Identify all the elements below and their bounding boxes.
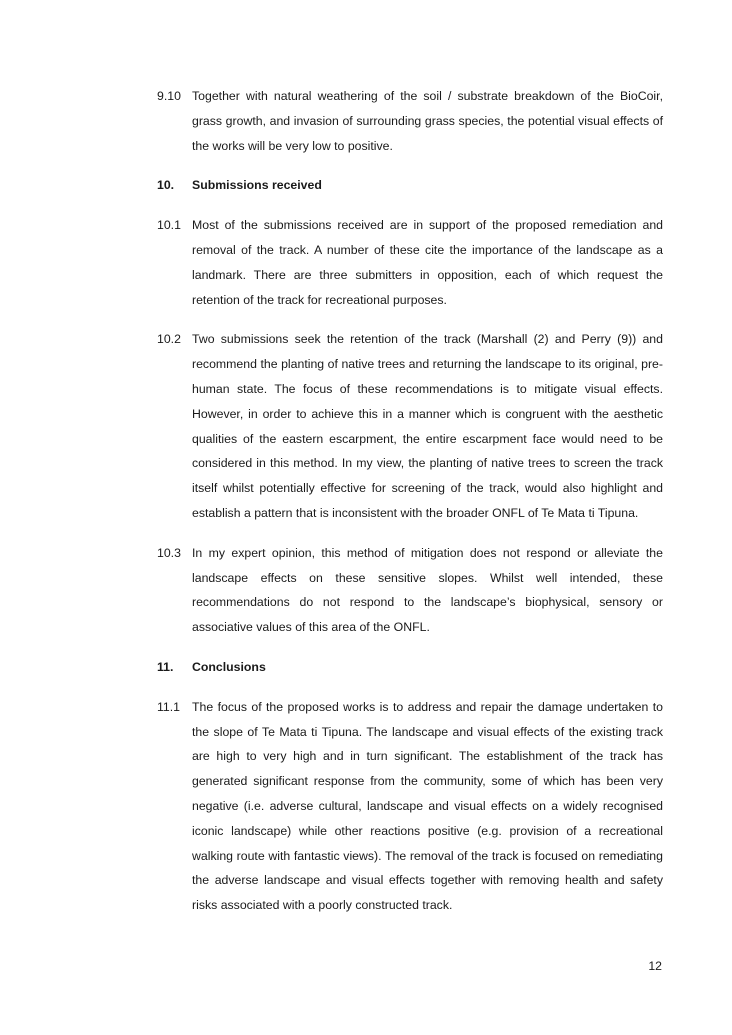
paragraph-11-1 (157, 695, 663, 918)
paragraph-text: In my expert opinion, this method of mitigation does not respond or alleviate the landscape effects on these sensitive slopes. Whilst well intended, these recommendations do not respond to the landscape’s biophysical, sensory or associative values of this area of the ONFL. (192, 545, 663, 635)
section-number: 11. (157, 659, 174, 674)
section-title: Submissions received (192, 178, 322, 193)
paragraph-number: 9.10 (157, 89, 181, 103)
paragraph-number: 10.1 (157, 218, 181, 233)
paragraph-10-3 (157, 541, 663, 640)
paragraph-number: 10.2 (157, 332, 181, 347)
section-heading-11 (157, 655, 663, 680)
paragraph-10-2 (157, 327, 663, 525)
page-number: 12 (648, 959, 662, 973)
section-number: 10. (157, 178, 175, 193)
paragraph-text: Most of the submissions received are in support of the proposed remediation and removal of the track. A number of these cite the importance of the landscape as a landmark. There are three submitters in opposition, each of which request the retention of the track for recreational purposes. (192, 218, 663, 307)
paragraph-10-1 (157, 213, 663, 312)
paragraph-text: Two submissions seek the retention of the track (Marshall (2) and Perry (9)) and recommend the planting of native trees and returning the landscape to its original, pre-human state. The focus of these recommendations is to mitigate visual effects. However, in order to achieve this in a manner which is congruent with the aesthetic qualities of the eastern escarpment, the entire escarpment face would need to be considered in this method. In my view, the planting of native trees to screen the track itself whilst potentially effective for screening of the track, would also highlight and establish a pattern that is inconsistent with the broader ONFL of Te Mata ti Tipuna. (192, 332, 663, 520)
paragraph-text: The focus of the proposed works is to address and repair the damage undertaken to the slope of Te Mata ti Tipuna. The landscape and visual effects of the existing track are high to very high and in turn significant. The establishment of the track has generated significant response from the community, some of which has been very negative (i.e. adverse cultural, landscape and visual effects on a widely recognised iconic landscape) while other reactions positive (e.g. provision of a recreational walking route with fantastic views). The removal of the track is focused on remediating the adverse landscape and visual effects together with removing health and safety risks associated with a poorly constructed track. (192, 699, 663, 913)
section-title: Conclusions (192, 659, 266, 674)
paragraph-number: 10.3 (157, 545, 181, 560)
paragraph-text: Together with natural weathering of the soil / substrate breakdown of the BioCoir, grass growth, and invasion of surrounding grass species, the potential visual effects of the works will be very low to positive. (192, 89, 663, 153)
document-body (157, 84, 663, 933)
paragraph-9-10 (157, 84, 663, 158)
section-heading-10 (157, 173, 663, 198)
paragraph-number: 11.1 (157, 699, 181, 714)
